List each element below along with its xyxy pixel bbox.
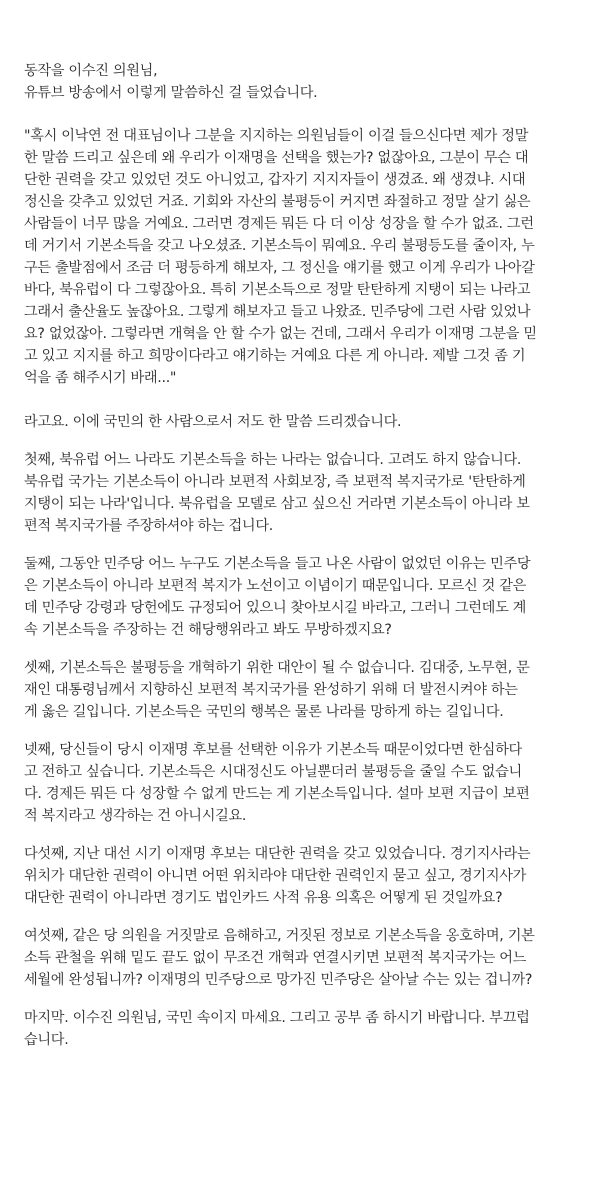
text-line: 마지막. 이수진 의원님, 국민 속이지 마세요. 그리고 공부 좀 하시기 바랍니다. 부끄럽 — [24, 1010, 530, 1026]
fifth-point-paragraph — [24, 843, 583, 909]
text-line: 여섯째, 같은 당 의원을 거짓말로 음해하고, 거짓된 정보로 기본소득을 옹호하며, 기본 — [24, 928, 535, 944]
text-line: 사람들이 너무 많을 거예요. 그러면 경제든 뭐든 다 더 이상 성장을 할 수가 없죠. 그런 — [24, 216, 534, 232]
text-line: 구든 출발점에서 조금 더 평등하게 해보자, 그 정신을 얘기를 했고 이게 우리가 나아갈 — [24, 260, 535, 276]
text-line: 데 민주당 강령과 당헌에도 규정되어 있으니 찾아보시길 바라고, 그러니 그런데도 계 — [24, 600, 527, 616]
sixth-point-paragraph — [24, 925, 583, 991]
text-line: 넷째, 당신들이 당시 이재명 후보를 선택한 이유가 기본소득 때문이었다면 한심하다 — [24, 742, 522, 758]
text-line: 재인 대통령님께서 지향하신 보편적 복지국가를 완성하기 위해 더 발전시켜야 하는 — [24, 682, 518, 698]
text-line: 정신을 갖추고 있었던 거죠. 기회와 자산의 불평등이 커지면 좌절하고 정말 살기 싫은 — [24, 194, 531, 210]
text-line: 첫째, 북유럽 어느 나라도 기본소득을 하는 나라는 없습니다. 고려도 하지 않습니다. — [24, 452, 522, 468]
text-line: 셋째, 기본소득은 불평등을 개혁하기 위한 대안이 될 수 없습니다. 김대중, 노무현, 문 — [24, 660, 530, 676]
fourth-point-paragraph — [24, 739, 583, 827]
text-line: 동작을 이수진 의원님, — [24, 63, 158, 79]
text-line: 대단한 권력이 아니라면 경기도 법인카드 사적 유용 의혹은 어떻게 된 것일까요? — [24, 890, 503, 906]
closing-paragraph — [24, 1007, 583, 1051]
text-line: 둘째, 그동안 민주당 어느 누구도 기본소득을 들고 나온 사람이 없었던 이유는 민주당 — [24, 556, 531, 572]
text-line: 단한 권력을 갖고 있었던 것도 아니었고, 갑자기 지지자들이 생겼죠. 왜 생겼냐. 시대 — [24, 172, 526, 188]
text-line: 위치가 대단한 권력이 아니면 어떤 위치라야 대단한 권력인지 묻고 싶고, 경기지사가 — [24, 868, 527, 884]
text-line: 적 복지라고 생각하는 건 아니시길요. — [24, 808, 247, 824]
text-line: 편적 복지국가를 주장하셔야 하는 겁니다. — [24, 518, 273, 534]
text-line: 은 기본소득이 아니라 보편적 복지가 노선이고 이념이기 때문입니다. 모르신 것 같은 — [24, 578, 527, 594]
text-line: 속 기본소득을 주장하는 건 해당행위라고 봐도 무방하겠지요? — [24, 622, 392, 638]
text-line: 라고요. 이에 국민의 한 사람으로서 저도 한 말씀 드리겠습니다. — [24, 414, 402, 430]
third-point-paragraph — [24, 657, 583, 723]
text-line: "혹시 이낙연 전 대표님이나 그분을 지지하는 의원님들이 이걸 들으신다면 제가 정말 — [24, 128, 529, 144]
text-line: 다. 경제든 뭐든 다 성장할 수 없게 만드는 게 기본소득입니다. 설마 보편 지급이 보편 — [24, 786, 530, 802]
first-point-paragraph — [24, 449, 583, 537]
second-point-paragraph — [24, 553, 583, 641]
text-line: 바다, 북유럽이 다 그렇잖아요. 특히 기본소득으로 정말 탄탄하게 지탱이 되는 나라고 — [24, 282, 531, 298]
text-line: 억을 좀 해주시기 바래..." — [24, 370, 177, 386]
quote-paragraph — [24, 125, 583, 389]
text-line: 소득 관철을 위해 밑도 끝도 없이 무조건 개혁과 연결시키면 보편적 복지국가는 어느 — [24, 950, 527, 966]
text-line: 한 말씀 드리고 싶은데 왜 우리가 이재명을 선택을 했는가? 없잖아요, 그분이 무슨 대 — [24, 150, 529, 166]
text-line: 지탱이 되는 나라'입니다. 북유럽을 모델로 삼고 싶으신 거라면 기본소득이 아니라 보 — [24, 496, 530, 512]
text-line: 북유럽 국가는 기본소득이 아니라 보편적 사회보장, 즉 보편적 복지국가로 '탄탄하게 — [24, 474, 526, 490]
text-line: 다섯째, 지난 대선 시기 이재명 후보는 대단한 권력을 갖고 있었습니다. 경기지사라는 — [24, 846, 531, 862]
text-line: 요? 없었잖아. 그렇라면 개혁을 안 할 수가 없는 건데, 그래서 우리가 이재명 그분을 믿 — [24, 326, 537, 342]
text-line: 게 옳은 길입니다. 기본소득은 국민의 행복은 물론 나라를 망하게 하는 길입니다. — [24, 704, 504, 720]
text-line: 고 있고 지지를 하고 희망이다라고 얘기하는 거예요 다른 게 아니라. 제발 그것 좀 기 — [24, 348, 526, 364]
text-line: 유튜브 방송에서 이렇게 말씀하신 걸 들었습니다. — [24, 85, 318, 101]
text-line: 데 거기서 기본소득을 갖고 나오셨죠. 기본소득이 뭐예요. 우리 불평등도를 줄이자, 누 — [24, 238, 535, 254]
text-line: 그래서 출산율도 높잖아요. 그렇게 해보자고 들고 나왔죠. 민주당에 그런 사람 있었나 — [24, 304, 531, 320]
text-line: 세월에 완성됩니까? 이재명의 민주당으로 망가진 민주당은 살아날 수는 있는 겁니까? — [24, 972, 533, 988]
text-line: 고 전하고 싶습니다. 기본소득은 시대정신도 아닐뿐더러 불평등을 줄일 수도 없습니 — [24, 764, 522, 780]
response-intro-paragraph — [24, 411, 583, 433]
text-line: 습니다. — [24, 1032, 69, 1048]
greeting-paragraph — [24, 60, 583, 104]
